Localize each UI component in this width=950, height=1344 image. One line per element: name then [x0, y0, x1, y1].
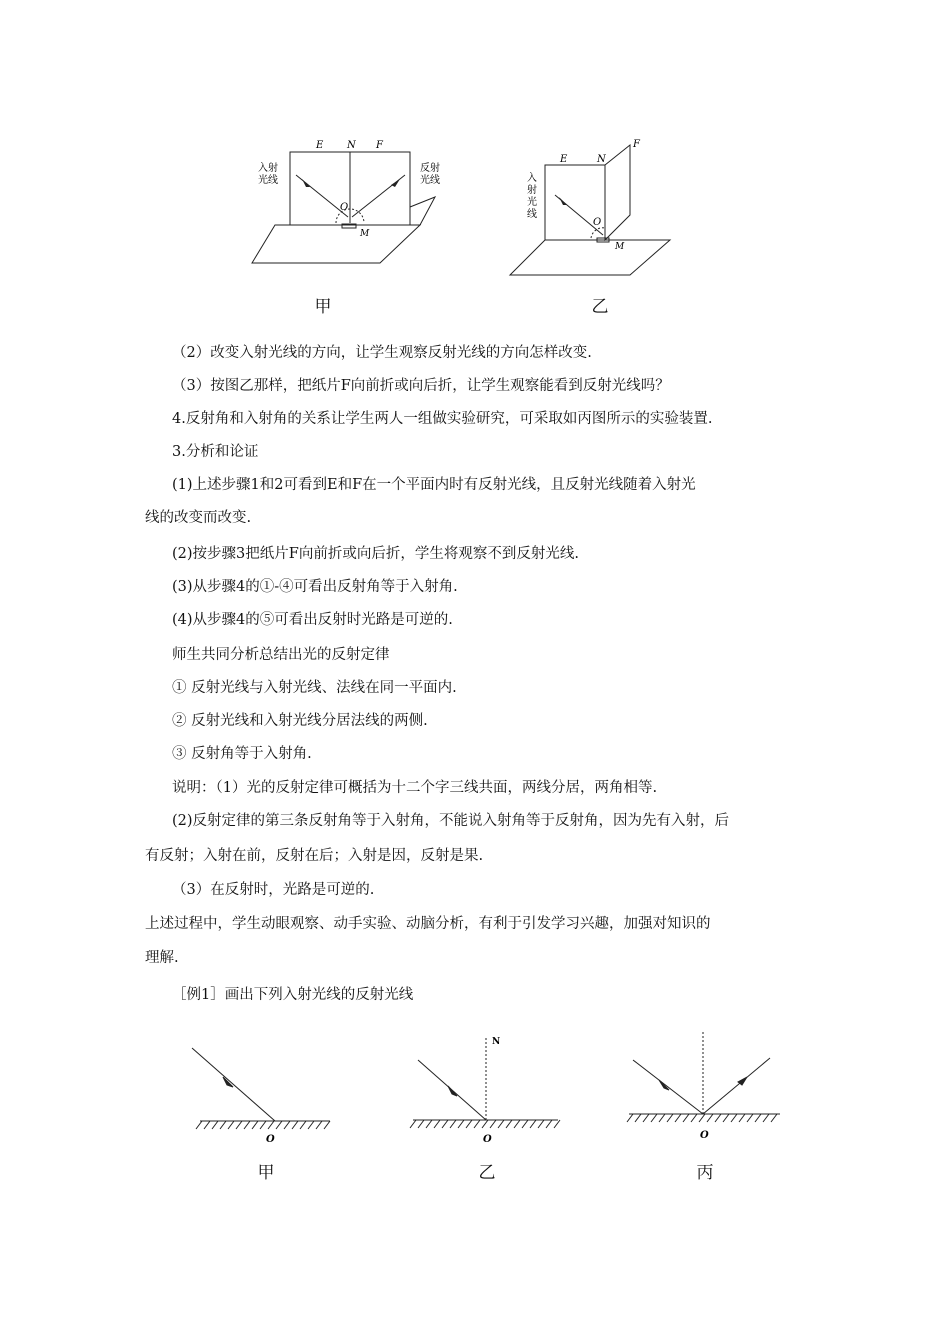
label-o: O: [340, 202, 349, 213]
panel-f-fold: [410, 197, 435, 225]
panel-f-folded: [605, 145, 630, 240]
paragraph-9: (4)从步骤4的⑤可看出反射时光路是可逆的.: [172, 612, 453, 628]
caption-bing-bottom: 丙: [696, 1163, 714, 1183]
label-o: O: [700, 1130, 709, 1141]
paragraph-13: ③ 反射角等于入射角.: [172, 746, 312, 762]
paragraph-4: 3.分析和论证: [172, 444, 259, 460]
paragraph-5: (1)上述步骤1和2可看到E和F在一个平面内时有反射光线，且反射光线随着入射光: [172, 477, 696, 493]
paragraph-7: (2)按步骤3把纸片F向前折或向后折，学生将观察不到反射光线.: [172, 546, 579, 562]
diagram-yi-apparatus: [505, 135, 675, 280]
incident-label-3: 光: [258, 175, 268, 186]
paragraph-11: ① 反射光线与入射光线、法线在同一平面内.: [172, 680, 457, 696]
label-o: O: [266, 1134, 275, 1145]
diagram-jia-apparatus: [250, 135, 450, 270]
label-n: N: [347, 140, 356, 151]
reflected-label-1: 反: [420, 163, 430, 174]
label-m: M: [360, 229, 370, 239]
reflected-label-3: 光: [420, 175, 430, 186]
incident-label-3: 光: [527, 197, 537, 208]
label-f: F: [633, 139, 640, 150]
incident-label-4: 线: [268, 175, 278, 186]
caption-jia-top: 甲: [314, 297, 332, 317]
incident-label-2: 射: [527, 185, 537, 196]
paragraph-16: 有反射；入射在前，反射在后；入射是因，反射是果.: [145, 848, 484, 864]
label-n: N: [492, 1037, 501, 1047]
paragraph-1: （2）改变入射光线的方向，让学生观察反射光线的方向怎样改变.: [172, 345, 592, 361]
incident-label-1: 入: [258, 163, 268, 174]
mirror-plane: [510, 240, 670, 275]
diagram-example-jia: [190, 1040, 340, 1150]
label-e: E: [560, 154, 568, 165]
incident-label-4: 线: [527, 209, 537, 220]
label-n: N: [597, 154, 606, 165]
paragraph-14: 说明：（1）光的反射定律可概括为十二个字三线共面，两线分居，两角相等.: [172, 780, 658, 796]
paragraph-17: （3）在反射时，光路是可逆的.: [172, 882, 375, 898]
caption-jia-bottom: 甲: [257, 1163, 275, 1183]
paragraph-10: 师生共同分析总结出光的反射定律: [172, 647, 390, 663]
diagram-example-bing: [625, 1030, 785, 1145]
paragraph-15: (2)反射定律的第三条反射角等于入射角，不能说入射角等于反射角，因为先有入射，后: [172, 813, 730, 829]
paragraph-12: ② 反射光线和入射光线分居法线的两侧.: [172, 713, 428, 729]
paragraph-18: 上述过程中，学生动眼观察、动手实验、动脑分析，有利于引发学习兴趣，加强对知识的: [145, 916, 711, 932]
label-m: M: [615, 242, 625, 252]
paragraph-20: ［例1］画出下列入射光线的反射光线: [172, 987, 414, 1003]
reflected-label-2: 射: [430, 163, 440, 174]
label-f: F: [376, 140, 383, 151]
paragraph-2: （3）按图乙那样，把纸片F向前折或向后折，让学生观察能看到反射光线吗？: [172, 378, 670, 394]
label-o: O: [593, 217, 602, 228]
mirror-plane: [252, 225, 420, 263]
paragraph-3: 4.反射角和入射角的关系让学生两人一组做实验研究，可采取如丙图所示的实验装置.: [172, 411, 713, 427]
label-e: E: [316, 140, 324, 151]
reflected-label-4: 线: [430, 175, 440, 186]
caption-yi-bottom: 乙: [478, 1163, 496, 1183]
caption-yi-top: 乙: [591, 297, 609, 317]
paragraph-6: 线的改变而改变.: [145, 510, 252, 526]
incident-label-1: 入: [527, 173, 537, 184]
label-o: O: [483, 1134, 492, 1145]
paragraph-8: (3)从步骤4的①-④可看出反射角等于入射角.: [172, 579, 458, 595]
diagram-example-yi: [408, 1030, 568, 1150]
incident-label-2: 射: [268, 163, 278, 174]
paragraph-19: 理解.: [145, 950, 179, 966]
